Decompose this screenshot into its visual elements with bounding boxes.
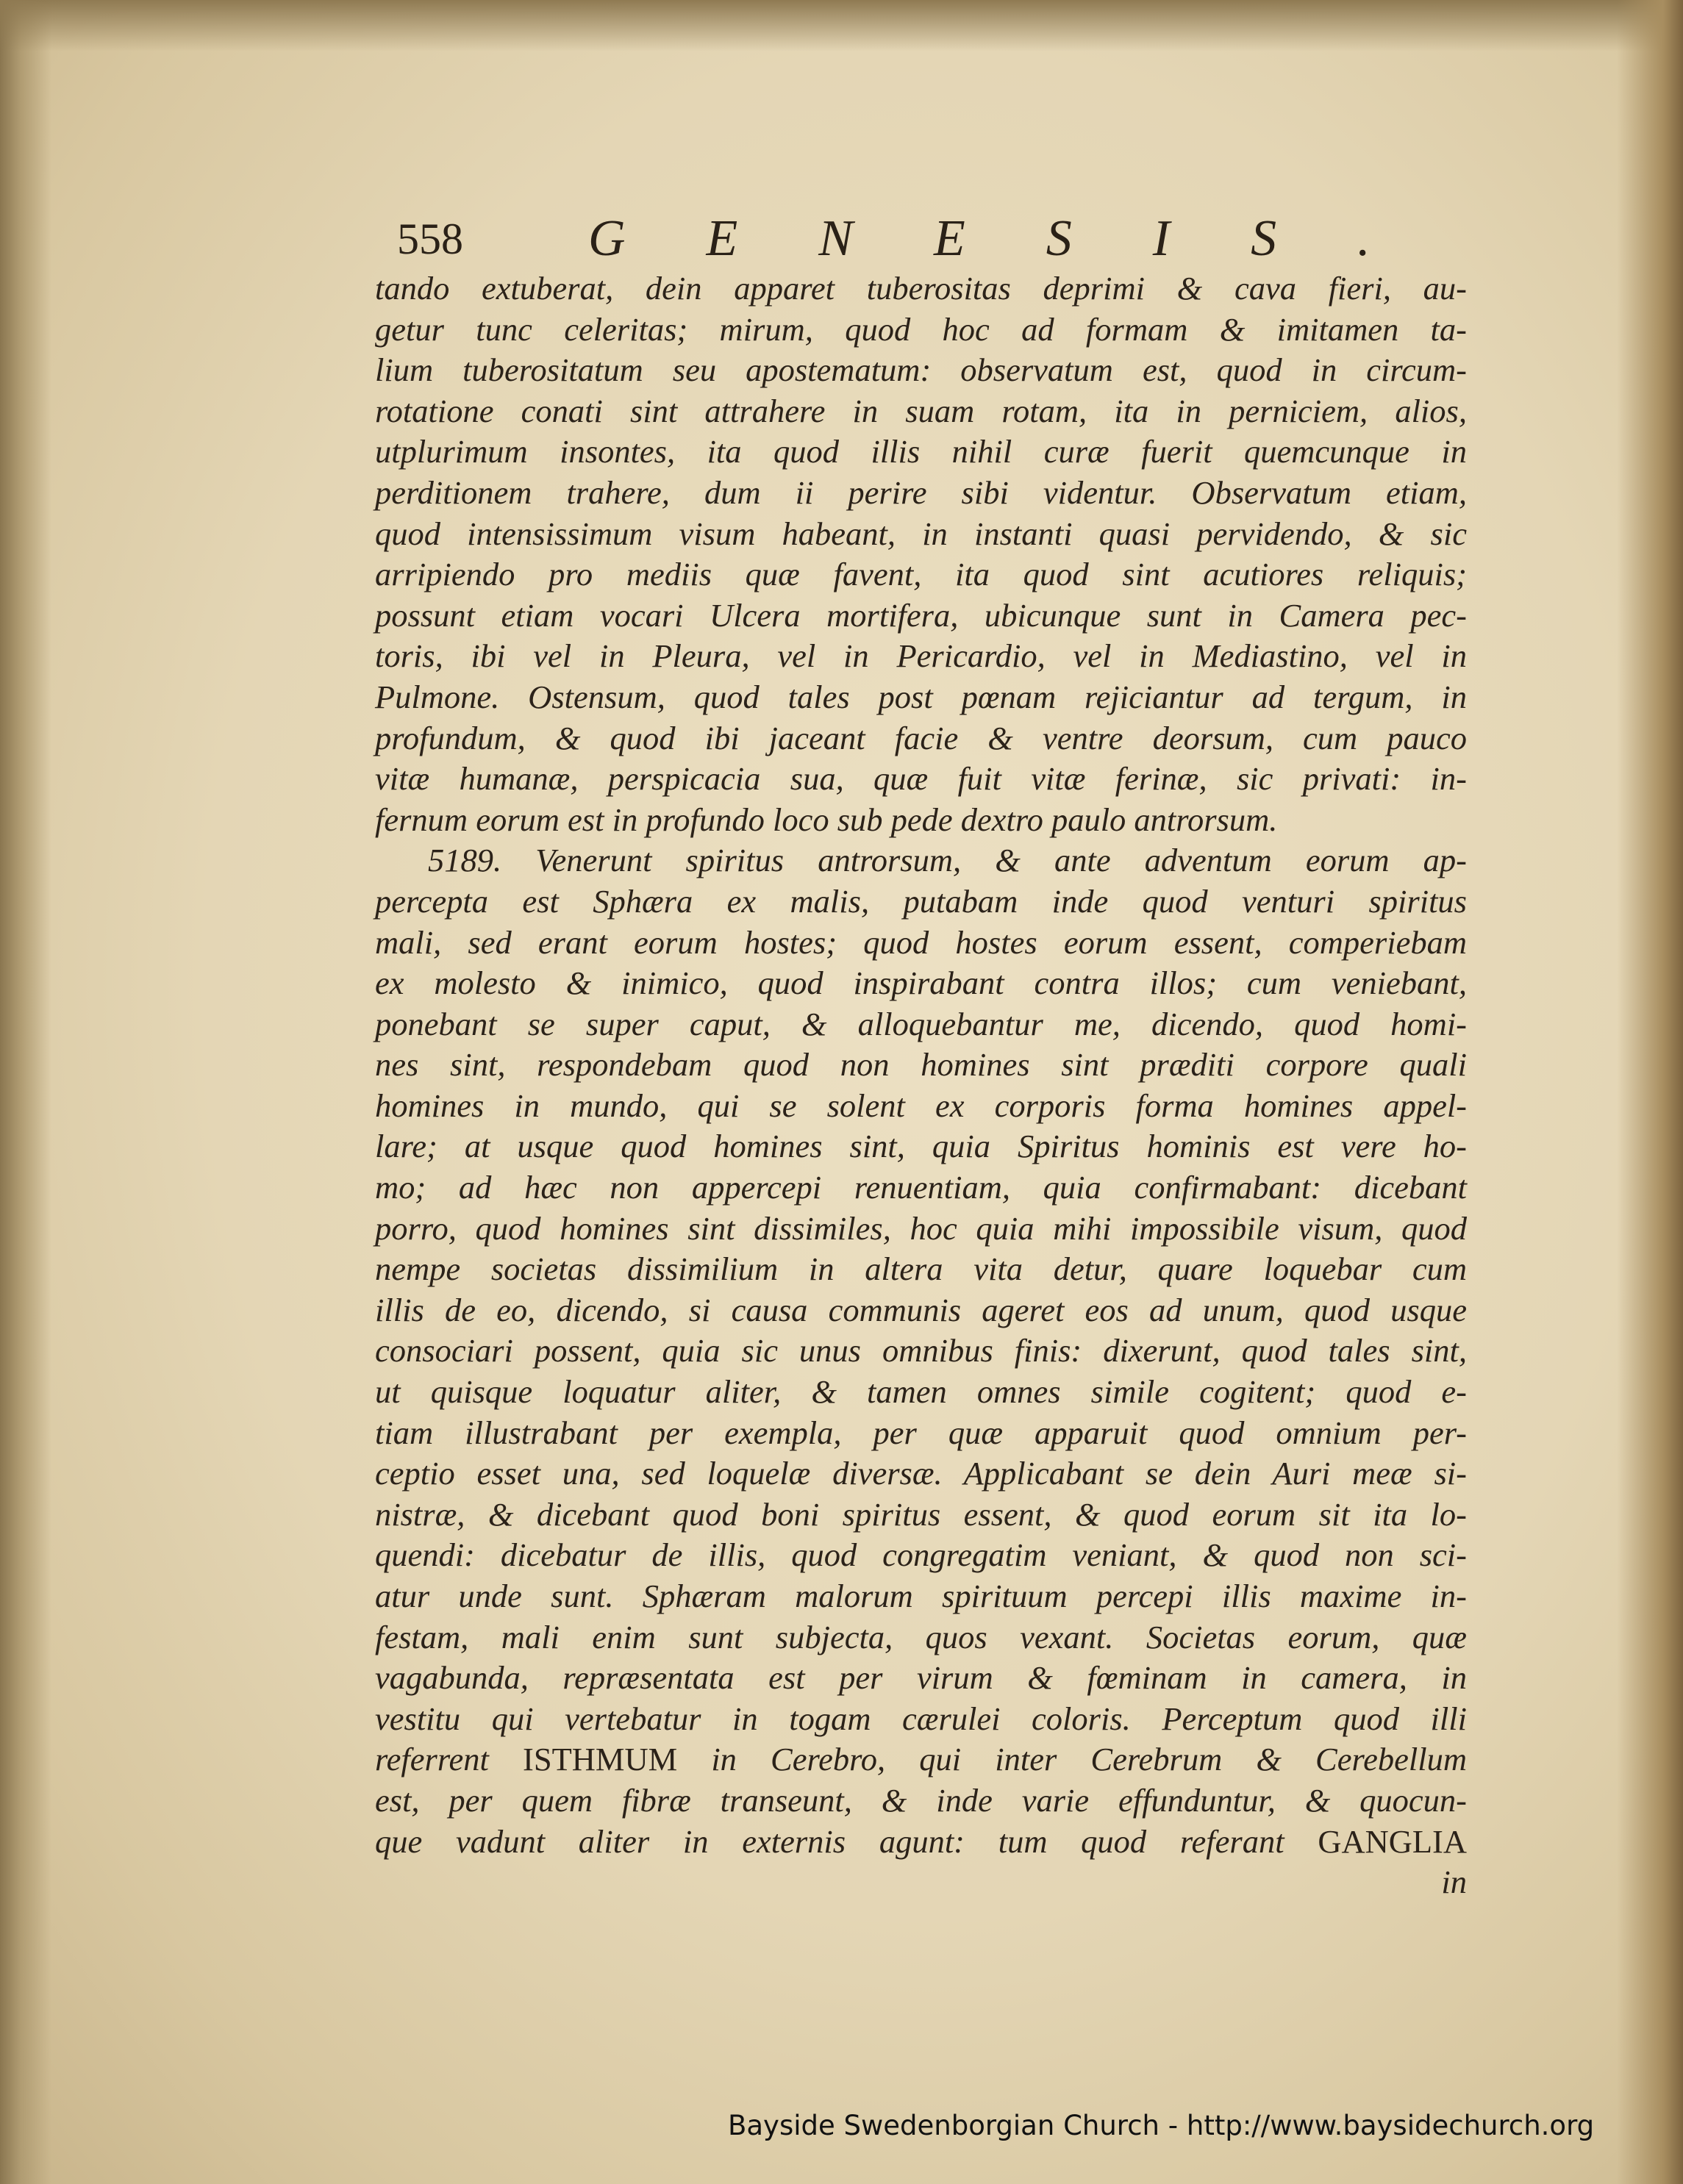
text-line: lare; at usque quod homines sint, quia Spiritus hominis est vere ho-: [375, 1128, 1467, 1165]
paragraph-end-line: fernum eorum est in profundo loco sub pede dextro paulo antrorsum.: [375, 801, 1278, 838]
text-line: quod intensissimum visum habeant, in instanti quasi pervidendo, & sic: [375, 515, 1467, 552]
body-text: [375, 268, 1467, 1903]
watermark-text: Bayside Swedenborgian Church - http://www.baysidechurch.org: [728, 2110, 1595, 2141]
page-number: 558: [397, 215, 463, 263]
text-line: profundum, & quod ibi jaceant facie & ventre deorsum, cum pauco: [375, 719, 1467, 756]
right-edge-shadow: [1617, 0, 1683, 2184]
text-line: vestitu qui vertebatur in togam cærulei coloris. Perceptum quod illi: [375, 1700, 1467, 1737]
text-line: ponebant se super caput, & alloquebantur me, dicendo, quod homi-: [375, 1005, 1467, 1042]
text-line: nistræ, & dicebant quod boni spiritus essent, & quod eorum sit ita lo-: [375, 1495, 1467, 1533]
text-line: mo; ad hæc non appercepi renuentiam, quia confirmabant: dicebant: [375, 1169, 1467, 1206]
text-line: tiam illustrabant per exempla, per quæ apparuit quod omnium per-: [375, 1414, 1467, 1451]
text-line: arripiendo pro mediis quæ favent, ita quod sint acutiores reliquis;: [375, 556, 1467, 593]
text-line: nempe societas dissimilium in altera vita detur, quare loquebar cum: [375, 1250, 1467, 1288]
text-line-ganglia: [375, 1822, 1467, 1863]
text-line: perditionem trahere, dum ii perire sibi videntur. Observatum etiam,: [375, 473, 1467, 511]
running-head: [397, 210, 1451, 268]
text-line: vitæ humanæ, perspicacia sua, quæ fuit vitæ ferinæ, sic privati: in-: [375, 760, 1467, 798]
text-line: rotatione conati sint attrahere in suam rotam, ita in perniciem, alios,: [375, 392, 1467, 429]
text-line: homines in mundo, qui se solent ex corporis forma homines appel-: [375, 1086, 1467, 1124]
text-line-isthmum: [375, 1739, 1467, 1780]
text-fragment: que vadunt aliter in externis agunt: tum quod referant: [375, 1822, 1284, 1860]
text-line: ex molesto & inimico, quod inspirabant contra illos; cum veniebant,: [375, 964, 1467, 1002]
small-caps-term: ISTHMUM: [523, 1741, 678, 1778]
text-line: percepta est Sphæra ex malis, putabam inde quod venturi spiritus: [375, 882, 1467, 920]
text-line: Pulmone. Ostensum, quod tales post pœnam rejiciantur ad tergum, in: [375, 678, 1467, 715]
binding-gutter-shadow: [0, 0, 51, 2184]
text-fragment: in Cerebro, qui inter Cerebrum & Cerebellum: [711, 1741, 1468, 1778]
paragraph-start-line: 5189. Venerunt spiritus antrorsum, & ante adventum eorum ap-: [428, 842, 1467, 879]
text-line: quendi: dicebatur de illis, quod congregatim veniant, & quod non sci-: [375, 1536, 1467, 1574]
catchword: in: [1441, 1863, 1467, 1901]
text-line: porro, quod homines sint dissimiles, hoc quia mihi impossibile visum, quod: [375, 1209, 1467, 1247]
text-line: possunt etiam vocari Ulcera mortifera, ubicunque sunt in Camera pec-: [375, 596, 1467, 634]
small-caps-term: GANGLIA: [1318, 1822, 1468, 1860]
text-line: ut quisque loquatur aliter, & tamen omnes simile cogitent; quod e-: [375, 1373, 1467, 1411]
text-line: mali, sed erant eorum hostes; quod hostes eorum essent, comperiebam: [375, 923, 1467, 961]
text-fragment: referrent: [375, 1741, 489, 1778]
text-line: utplurimum insontes, ita quod illis nihil curæ fuerit quemcunque in: [375, 433, 1467, 470]
top-edge-shadow: [0, 0, 1683, 51]
text-line: vagabunda, repræsentata est per virum & fœminam in camera, in: [375, 1659, 1467, 1697]
text-line: est, per quem fibræ transeunt, & inde varie effunduntur, & quocun-: [375, 1781, 1467, 1819]
text-line: nes sint, respondebam quod non homines sint præditi corpore quali: [375, 1046, 1467, 1084]
text-line: getur tunc celeritas; mirum, quod hoc ad formam & imitamen ta-: [375, 310, 1467, 348]
text-line: festam, mali enim sunt subjecta, quos vexant. Societas eorum, quæ: [375, 1618, 1467, 1655]
text-line: illis de eo, dicendo, si causa communis ageret eos ad unum, quod usque: [375, 1291, 1467, 1328]
text-line: ceptio esset una, sed loquelæ diversæ. Applicabant se dein Auri meæ si-: [375, 1455, 1467, 1492]
text-line: tando extuberat, dein apparet tuberositas deprimi & cava fieri, au-: [375, 270, 1467, 307]
text-line: lium tuberositatum seu apostematum: observatum est, quod in circum-: [375, 351, 1467, 389]
text-line: toris, ibi vel in Pleura, vel in Pericardio, vel in Mediastino, vel in: [375, 637, 1467, 675]
running-title: GENESIS.: [588, 210, 1451, 267]
text-line: consociari possent, quia sic unus omnibus finis: dixerunt, quod tales sint,: [375, 1332, 1467, 1370]
text-line: atur unde sunt. Sphæram malorum spirituum percepi illis maxime in-: [375, 1578, 1467, 1614]
